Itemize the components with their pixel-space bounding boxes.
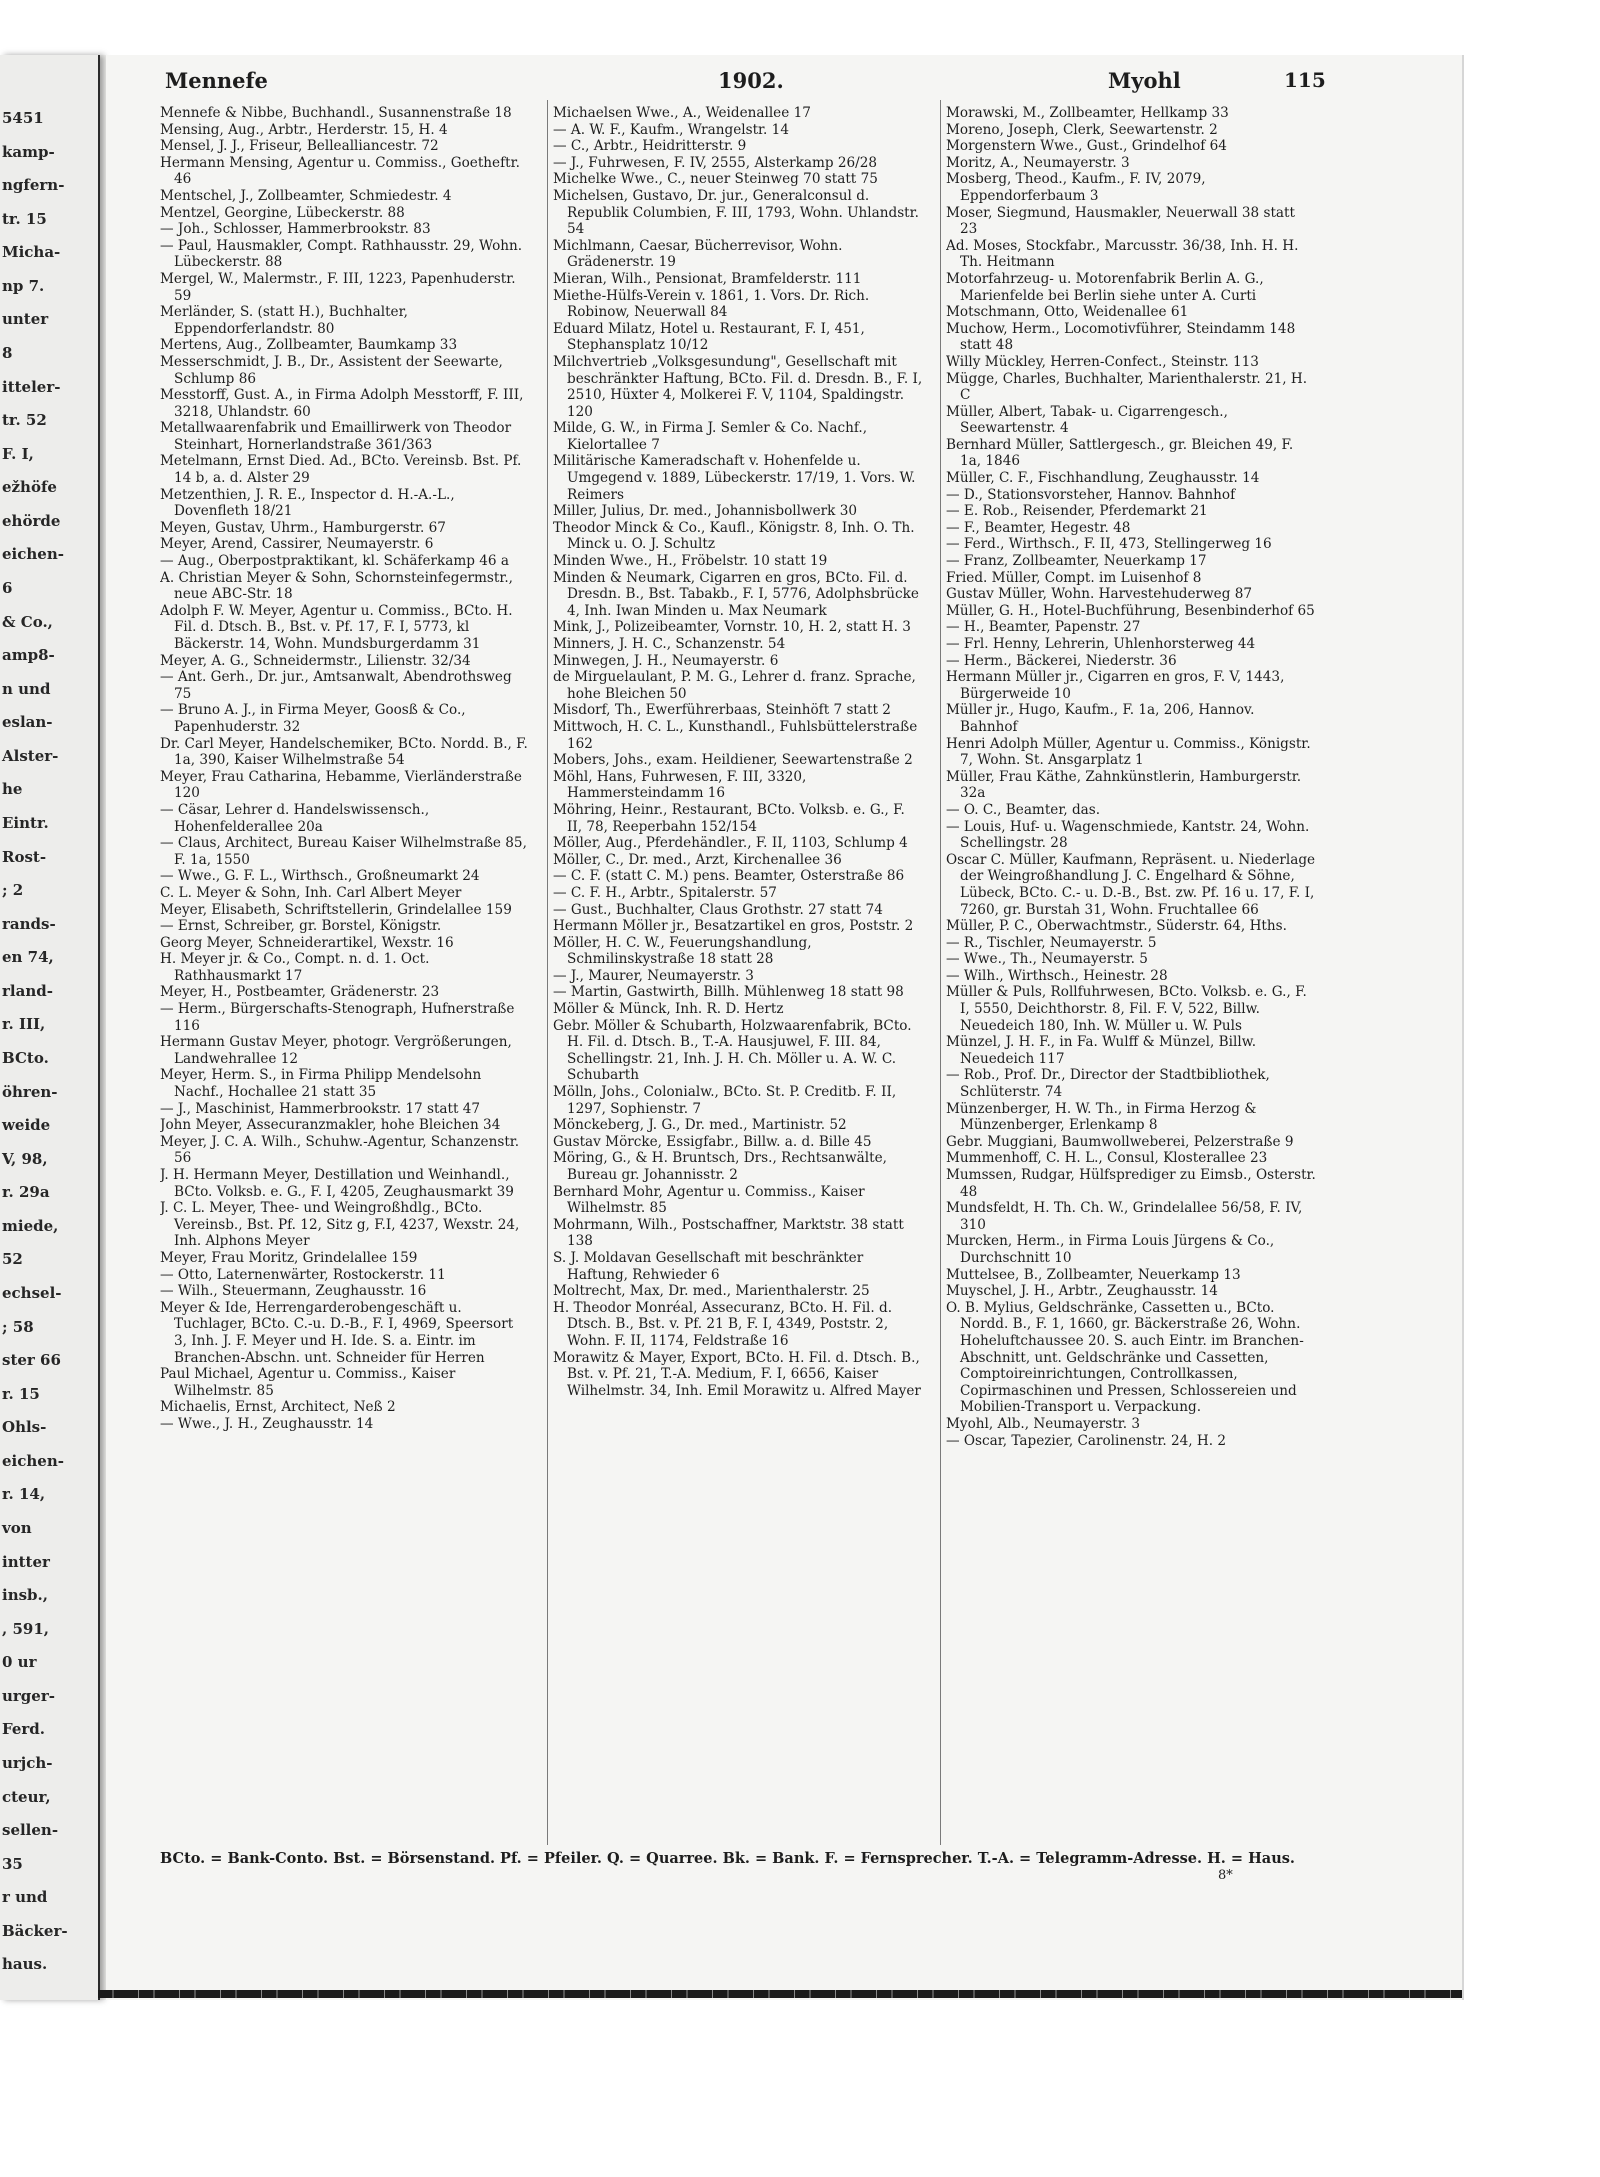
directory-entry: H. Meyer jr. & Co., Compt. n. d. 1. Oct. Rathhausmarkt 17	[160, 951, 430, 984]
directory-entry: — C., Arbtr., Heidritterstr. 9	[553, 138, 747, 155]
previous-page-fragment: eichen-	[2, 1451, 64, 1470]
directory-entry: Möller & Münck, Inh. R. D. Hertz	[553, 1001, 784, 1018]
directory-entry: — Cäsar, Lehrer d. Handelswissensch., Hohenfelderallee 20a	[160, 801, 430, 835]
directory-entry: Paul Michael, Agentur u. Commiss., Kaiser Wilhelmstr. 85	[160, 1366, 456, 1399]
directory-entry: Dr. Carl Meyer, Handelschemiker, BCto. Nordd. B., F. 1a, 390, Kaiser Wilhelmstraße 54	[160, 735, 528, 769]
running-head-left: Mennefe	[165, 68, 268, 93]
column-divider	[547, 100, 548, 1845]
directory-entry: Willy Mückley, Herren-Confect., Steinstr. 113	[946, 353, 1259, 370]
directory-entry: Mensing, Aug., Arbtr., Herderstr. 15, H. 4	[160, 121, 448, 138]
directory-entry: — Herm., Bürgerschafts-Stenograph, Hufnerstraße 116	[160, 1001, 515, 1034]
directory-entry: Militärische Kameradschaft v. Hohenfelde u. Umgegend v. 1889, Lübeckerstr. 17/19, 1. Vors. W. Reimers	[553, 453, 916, 503]
previous-page-fragment: miede,	[2, 1216, 59, 1235]
directory-entry: Morawski, M., Zollbeamter, Hellkamp 33	[946, 105, 1229, 121]
directory-entry: Muttelsee, B., Zollbeamter, Neuerkamp 13	[946, 1266, 1241, 1283]
previous-page-fragment: V, 98,	[2, 1149, 48, 1168]
previous-page-fragment: ; 2	[2, 881, 24, 900]
directory-entry: — E. Rob., Reisender, Pferdemarkt 21	[946, 503, 1208, 520]
directory-entry: — A. W. F., Kaufm., Wrangelstr. 14	[553, 121, 789, 138]
previous-page-fragment: BCto.	[2, 1049, 49, 1067]
directory-entry: Mumssen, Rudgar, Hülfsprediger zu Eimsb., Osterstr. 48	[946, 1167, 1316, 1200]
directory-entry: Henri Adolph Müller, Agentur u. Commiss., Königstr. 7, Wohn. St. Ansgarplatz 1	[946, 735, 1311, 769]
directory-entry: — Martin, Gastwirth, Billh. Mühlenweg 18 statt 98	[553, 984, 904, 1001]
previous-page-fragment: weide	[2, 1116, 51, 1135]
directory-entry: — J., Maschinist, Hammerbrookstr. 17 statt 47	[160, 1100, 481, 1117]
directory-entry: — Otto, Laternenwärter, Rostockerstr. 11	[160, 1266, 446, 1283]
directory-entry: — C. F. H., Arbtr., Spitalerstr. 57	[553, 884, 777, 901]
directory-entry: Georg Meyer, Schneiderartikel, Wexstr. 16	[160, 934, 454, 951]
scan-bottom-edge	[98, 1990, 1462, 1998]
directory-entry: Möller, H. C. W., Feuerungshandlung, Schmilinskystraße 18 statt 28	[553, 934, 812, 968]
directory-entry: Mummenhoff, C. H. L., Consul, Klosterallee 23	[946, 1150, 1268, 1167]
directory-entry: Mentschel, J., Zollbeamter, Schmiedestr. 4	[160, 187, 452, 204]
directory-entry: Meyer, Arend, Cassirer, Neumayerstr. 6	[160, 536, 434, 553]
previous-page-fragment: 8	[2, 344, 13, 362]
directory-entry: Müller, P. C., Oberwachtmstr., Süderstr. 64, Hths.	[946, 918, 1287, 935]
directory-entry: Theodor Minck & Co., Kaufl., Königstr. 8, Inh. O. Th. Minck u. O. J. Schultz	[553, 519, 915, 553]
previous-page-fragment: r. III,	[2, 1015, 46, 1034]
directory-entry: — Claus, Architect, Bureau Kaiser Wilhelmstraße 85, F. 1a, 1550	[160, 835, 527, 868]
previous-page-fragment: öhren-	[2, 1082, 58, 1101]
previous-page-fragment: he	[2, 780, 23, 799]
directory-entry: Möller, C., Dr. med., Arzt, Kirchenallee 36	[553, 851, 842, 868]
directory-entry: Mieran, Wilh., Pensionat, Bramfelderstr. 111	[553, 270, 862, 287]
directory-entry: Milde, G. W., in Firma J. Semler & Co. Nachf., Kielortallee 7	[553, 420, 868, 453]
directory-entry: Bernhard Mohr, Agentur u. Commiss., Kaiser Wilhelmstr. 85	[553, 1183, 865, 1217]
previous-page-fragment: n und	[2, 679, 51, 698]
directory-entry: — Wilh., Steuermann, Zeughausstr. 16	[160, 1283, 427, 1300]
directory-entry: Adolph F. W. Meyer, Agentur u. Commiss., BCto. H. Fil. d. Dtsch. B., Bst. v. Pf. 17, F. I, 5773, kl Bäckerstr. 14, Wohn. Mundsburgerdamm 31	[160, 602, 513, 652]
previous-page-fragment: intter	[2, 1552, 50, 1571]
directory-entry: Michelsen, Gustavo, Dr. jur., Generalconsul d. Republik Columbien, F. III, 1793, Wohn. Uhlandstr. 54	[553, 187, 919, 238]
previous-page-fragment: unter	[2, 310, 49, 329]
directory-entry: Hermann Gustav Meyer, photogr. Vergrößerungen, Landwehrallee 12	[160, 1034, 512, 1067]
directory-entry: Hermann Müller jr., Cigarren en gros, F. V, 1443, Bürgerweide 10	[946, 669, 1285, 702]
directory-column-3	[946, 105, 1316, 1805]
previous-page-fragment: amp8-	[2, 646, 55, 665]
directory-entry: A. Christian Meyer & Sohn, Schornsteinfegermstr., neue ABC-Str. 18	[160, 569, 514, 603]
previous-page-fragment: insb.,	[2, 1586, 48, 1605]
directory-entry: — Gust., Buchhalter, Claus Grothstr. 27 statt 74	[553, 901, 883, 918]
directory-entry: — Louis, Huf- u. Wagenschmiede, Kantstr. 24, Wohn. Schellingstr. 28	[946, 818, 1310, 852]
previous-page-fragment: r und	[2, 1888, 48, 1907]
directory-entry: Meyer, A. G., Schneidermstr., Lilienstr. 32/34	[160, 652, 471, 669]
directory-entry: Minden & Neumark, Cigarren en gros, BCto. Fil. d. Dresdn. B., Bst. Tabakb., F. I, 5776, Adolphsbrücke 4, Inh. Iwan Minden u. Max Neumark	[553, 569, 919, 619]
directory-entry: Fried. Müller, Compt. im Luisenhof 8	[946, 569, 1202, 586]
directory-entry: Metelmann, Ernst Died. Ad., BCto. Vereinsb. Bst. Pf. 14 b, a. d. Alster 29	[160, 453, 522, 487]
directory-column-2	[553, 105, 923, 1840]
previous-page-fragment: echsel-	[2, 1284, 62, 1302]
directory-entry: Oscar C. Müller, Kaufmann, Repräsent. u. Niederlage der Weingroßhandlung J. C. Engelhard & Söhne, Lübeck, BCto. C.- u. D.-B., Bst. zw. Pf. 16 u. 17, F. I, 7260, gr. Burstah 31, Wohn. Fruchtallee 66	[946, 851, 1316, 918]
directory-entry: Mennefe & Nibbe, Buchhandl., Susannenstraße 18	[160, 105, 512, 121]
directory-entry: Milchvertrieb „Volksgesundung", Gesellschaft mit beschränkter Haftung, BCto. Fil. d. Dresdn. B., F. I, 2510, Hüxter 4, Molkerei F. V, 1104, Spaldingstr. 120	[553, 353, 923, 420]
running-head-year: 1902.	[718, 68, 784, 93]
directory-entry: — Wwe., G. F. L., Wirthsch., Großneumarkt 24	[160, 868, 480, 885]
directory-entry: John Meyer, Assecuranzmakler, hohe Bleichen 34	[160, 1117, 501, 1134]
directory-entry: Münzenberger, H. W. Th., in Firma Herzog & Münzenberger, Erlenkamp 8	[946, 1100, 1257, 1134]
previous-page-fragment: en 74,	[2, 948, 54, 967]
directory-entry: Moreno, Joseph, Clerk, Seewartenstr. 2	[946, 121, 1218, 138]
previous-page-fragment: Rost-	[2, 847, 47, 866]
previous-page-fragment: rland-	[2, 981, 53, 1000]
previous-page-fragment: ežhöfe	[2, 478, 57, 497]
directory-entry: — Bruno A. J., in Firma Meyer, Goosß & Co., Papenhuderstr. 32	[160, 702, 466, 735]
directory-entry: — O. C., Beamter, das.	[946, 801, 1101, 818]
directory-entry: Mertens, Aug., Zollbeamter, Baumkamp 33	[160, 337, 458, 354]
directory-entry: — R., Tischler, Neumayerstr. 5	[946, 934, 1157, 951]
previous-page-fragment: tr. 15	[2, 209, 47, 228]
directory-entry: Müller & Puls, Rollfuhrwesen, BCto. Volksb. e. G., F. I, 5550, Deichthorstr. 8, Fil. F. V, 522, Billw. Neuedeich 180, Inh. W. Müller u. W. Puls	[946, 984, 1307, 1034]
previous-page-fragment: np 7.	[2, 276, 45, 295]
directory-entry: O. B. Mylius, Geldschränke, Cassetten u., BCto. Nordd. B., F. 1, 1660, gr. Bäckerstraße 26, Wohn. Hoheluftchaussee 20. S. auch Eintr. im Branchen-Abschnitt, unt. Geldschränke und Cassetten, Comptoireinrichtungen, Controllkassen, Copirmaschinen und Pressen, Schlossereien und Mobilien-Transport u. Verpackung.	[946, 1299, 1304, 1416]
directory-entry: Muyschel, J. H., Arbtr., Zeughausstr. 14	[946, 1283, 1218, 1300]
directory-entry: Minners, J. H. C., Schanzenstr. 54	[553, 636, 786, 652]
directory-entry: Mosberg, Theod., Kaufm., F. IV, 2079, Eppendorferbaum 3	[946, 171, 1206, 204]
directory-entry: Messtorff, Gust. A., in Firma Adolph Messtorff, F. III, 3218, Uhlandstr. 60	[160, 387, 524, 420]
previous-page-fragment: & Co.,	[2, 612, 53, 631]
directory-entry: Motschmann, Otto, Weidenallee 61	[946, 304, 1189, 321]
directory-entry: — J., Maurer, Neumayerstr. 3	[553, 967, 754, 984]
previous-page-fragment: ehörde	[2, 511, 61, 530]
directory-entry: Möhl, Hans, Fuhrwesen, F. III, 3320, Hammersteindamm 16	[553, 768, 807, 802]
previous-page-fragment: eslan-	[2, 713, 53, 732]
directory-entry: Murcken, Herm., in Firma Louis Jürgens & Co., Durchschnitt 10	[946, 1233, 1275, 1266]
directory-entry: Merländer, S. (statt H.), Buchhalter, Eppendorferlandstr. 80	[160, 304, 408, 337]
directory-entry: Miller, Julius, Dr. med., Johannisbollwerk 30	[553, 503, 858, 520]
directory-entry: Michaelsen Wwe., A., Weidenallee 17	[553, 105, 811, 121]
previous-page-fragment: von	[2, 1519, 32, 1537]
directory-entry: Motorfahrzeug- u. Motorenfabrik Berlin A. G., Marienfelde bei Berlin siehe unter A. Curti	[946, 270, 1264, 304]
directory-entry: Müller, G. H., Hotel-Buchführung, Besenbinderhof 65	[946, 602, 1315, 619]
directory-entry: Mensel, J. J., Friseur, Bellealliancestr. 72	[160, 138, 439, 155]
previous-page-fragment: Ohls-	[2, 1418, 47, 1437]
directory-entry: Muchow, Herm., Locomotivführer, Steindamm 148 statt 48	[946, 320, 1296, 354]
directory-entry: Hermann Möller jr., Besatzartikel en gros, Poststr. 2	[553, 918, 914, 935]
directory-entry: Morgenstern Wwe., Gust., Grindelhof 64	[946, 138, 1227, 155]
directory-entry: Metzenthien, J. R. E., Inspector d. H.-A.-L., Dovenfleth 18/21	[160, 486, 455, 520]
directory-entry: Meyer & Ide, Herrengarderobengeschäft u. Tuchlager, BCto. C.-u. D.-B., F. I, 4969, Speersort 3, Inh. J. F. Meyer und H. Ide. S. a. Eintr. im Branchen-Abschn. unt. Schneider für Herren	[160, 1299, 514, 1366]
previous-page-fragment: 52	[2, 1250, 23, 1269]
directory-entry: — Wwe., J. H., Zeughausstr. 14	[160, 1415, 374, 1432]
directory-entry: — Rob., Prof. Dr., Director der Stadtbibliothek, Schlüterstr. 74	[946, 1067, 1270, 1101]
column-divider	[940, 100, 941, 1845]
previous-page-fragment: 6	[2, 579, 13, 597]
directory-entry: — Herm., Bäckerei, Niederstr. 36	[946, 652, 1177, 669]
directory-entry: J. C. L. Meyer, Thee- und Weingroßhdlg., BCto. Vereinsb., Bst. Pf. 12, Sitz g, F.I, 4237, Wexstr. 24, Inh. Alphons Meyer	[160, 1200, 520, 1250]
previous-page-fragment: 35	[2, 1854, 23, 1873]
directory-entry: Mobers, Johs., exam. Heildiener, Seewartenstraße 2	[553, 752, 913, 769]
previous-page-fragment: ster 66	[2, 1351, 61, 1370]
directory-entry: Müller jr., Hugo, Kaufm., F. 1a, 206, Hannov. Bahnhof	[946, 702, 1255, 735]
previous-page-fragment: kamp-	[2, 142, 55, 161]
previous-page-fragment: urger-	[2, 1686, 55, 1705]
directory-entry: Mundsfeldt, H. Th. Ch. W., Grindelallee 56/58, F. IV, 310	[946, 1200, 1303, 1233]
previous-page-fragment: urjch-	[2, 1754, 53, 1772]
previous-page-fragment: cteur,	[2, 1787, 51, 1806]
directory-entry: Meyer, Frau Moritz, Grindelallee 159	[160, 1249, 418, 1266]
previous-page-fragment: r. 15	[2, 1384, 40, 1403]
abbreviation-legend: BCto. = Bank-Conto. Bst. = Börsenstand. Pf. = Pfeiler. Q. = Quarree. Bk. = Bank. F. = Fernsprecher. T.-A. = Telegramm-Adresse. H. = Haus.	[160, 1850, 1295, 1867]
directory-entry: Metallwaarenfabrik und Emaillirwerk von Theodor Steinhart, Hornerlandstraße 361/363	[160, 420, 512, 453]
directory-entry: Bernhard Müller, Sattlergesch., gr. Bleichen 49, F. 1a, 1846	[946, 436, 1294, 470]
directory-entry: Meyer, J. C. A. Wilh., Schuhw.-Agentur, Schanzenstr. 56	[160, 1133, 520, 1167]
directory-entry: — Oscar, Tapezier, Carolinenstr. 24, H. 2	[946, 1432, 1227, 1449]
directory-entry: Müller, C. F., Fischhandlung, Zeughausstr. 14	[946, 470, 1260, 487]
directory-entry: Ad. Moses, Stockfabr., Marcusstr. 36/38, Inh. H. H. Th. Heitmann	[946, 237, 1299, 271]
directory-entry: — Joh., Schlosser, Hammerbrookstr. 83	[160, 221, 431, 238]
previous-page-fragment: Alster-	[2, 746, 59, 765]
directory-entry: Misdorf, Th., Ewerführerbaas, Steinhöft 7 statt 2	[553, 702, 891, 719]
previous-page-fragment: r. 14,	[2, 1485, 46, 1504]
directory-entry: de Mirguelaulant, P. M. G., Lehrer d. franz. Sprache, hohe Bleichen 50	[553, 669, 916, 702]
directory-entry: Meyen, Gustav, Uhrm., Hamburgerstr. 67	[160, 519, 446, 536]
directory-entry: Mönckeberg, J. G., Dr. med., Martinistr. 52	[553, 1117, 847, 1134]
directory-entry: Mentzel, Georgine, Lübeckerstr. 88	[160, 204, 405, 221]
directory-entry: Mergel, W., Malermstr., F. III, 1223, Papenhuderstr. 59	[160, 270, 516, 304]
previous-page-fragment: , 591,	[2, 1619, 49, 1638]
directory-entry: Mohrmann, Wilh., Postschaffner, Marktstr. 38 statt 138	[553, 1216, 904, 1250]
directory-entry: Mügge, Charles, Buchhalter, Marienthalerstr. 21, H. C	[946, 370, 1308, 404]
directory-entry: J. H. Hermann Meyer, Destillation und Weinhandl., BCto. Volksb. e. G., F. I, 4205, Zeughausmarkt 39	[160, 1167, 514, 1200]
previous-page-fragment: eichen-	[2, 545, 64, 564]
directory-entry: Michlmann, Caesar, Bücherrevisor, Wohn. Grädenerstr. 19	[553, 237, 843, 271]
directory-entry: — Aug., Oberpostpraktikant, kl. Schäferkamp 46 a	[160, 553, 509, 570]
directory-entry: Gebr. Möller & Schubarth, Holzwaarenfabrik, BCto. H. Fil. d. Dtsch. B., T.-A. Hausjuwel, F. III. 84, Schellingstr. 21, Inh. J. H. Ch. Möller u. A. W. C. Schubarth	[553, 1017, 912, 1084]
directory-entry: Möller, Aug., Pferdehändler., F. II, 1103, Schlump 4	[553, 835, 908, 852]
signature-mark: 8*	[1218, 1868, 1233, 1883]
directory-entry: Meyer, Herm. S., in Firma Philipp Mendelsohn Nachf., Hochallee 21 statt 35	[160, 1067, 482, 1101]
previous-page-fragment: Ferd.	[2, 1720, 45, 1739]
directory-entry: — D., Stationsvorsteher, Hannov. Bahnhof	[946, 486, 1236, 503]
directory-entry: Moltrecht, Max, Dr. med., Marienthalerstr. 25	[553, 1283, 870, 1300]
previous-page-fragment: 5451	[2, 109, 44, 127]
directory-entry: Hermann Mensing, Agentur u. Commiss., Goetheftr. 46	[160, 154, 520, 188]
directory-entry: — F., Beamter, Hegestr. 48	[946, 519, 1131, 536]
previous-page-fragment: Micha-	[2, 243, 61, 262]
directory-entry: — Ant. Gerh., Dr. jur., Amtsanwalt, Abendrothsweg 75	[160, 669, 512, 702]
previous-page-fragment: rands-	[2, 914, 56, 933]
directory-entry: Meyer, Elisabeth, Schriftstellerin, Grindelallee 159	[160, 901, 512, 918]
directory-entry: Mölln, Johs., Colonialw., BCto. St. P. Creditb. F. II, 1297, Sophienstr. 7	[553, 1084, 897, 1117]
previous-page-strip	[0, 55, 100, 2000]
directory-entry: Moser, Siegmund, Hausmakler, Neuerwall 38 statt 23	[946, 204, 1295, 238]
directory-entry: Michelke Wwe., C., neuer Steinweg 70 statt 75	[553, 171, 878, 188]
directory-entry: Mittwoch, H. C. L., Kunsthandl., Fuhlsbüttelerstraße 162	[553, 718, 918, 752]
directory-entry: Möhring, Heinr., Restaurant, BCto. Volksb. e. G., F. II, 78, Reeperbahn 152/154	[553, 801, 905, 835]
previous-page-fragment: itteler-	[2, 377, 61, 396]
directory-entry: Müller, Albert, Tabak- u. Cigarrengesch., Seewartenstr. 4	[946, 403, 1228, 437]
previous-page-fragment: F. I,	[2, 444, 34, 463]
directory-entry: — J., Fuhrwesen, F. IV, 2555, Alsterkamp 26/28	[553, 154, 878, 171]
directory-entry: — Ernst, Schreiber, gr. Borstel, Königstr.	[160, 918, 442, 935]
directory-entry: Minwegen, J. H., Neumayerstr. 6	[553, 652, 779, 669]
directory-entry: Minden Wwe., H., Fröbelstr. 10 statt 19	[553, 553, 828, 570]
previous-page-fragment: r. 29a	[2, 1183, 50, 1202]
directory-entry: — Paul, Hausmakler, Compt. Rathhausstr. 29, Wohn. Lübeckerstr. 88	[160, 237, 523, 271]
directory-entry: — Ferd., Wirthsch., F. II, 473, Stellingerweg 16	[946, 536, 1272, 553]
previous-page-fragment: tr. 52	[2, 411, 47, 430]
directory-entry: — Frl. Henny, Lehrerin, Uhlenhorsterweg 44	[946, 636, 1256, 652]
directory-entry: Eduard Milatz, Hotel u. Restaurant, F. I, 451, Stephansplatz 10/12	[553, 320, 865, 354]
directory-entry: Gebr. Muggiani, Baumwollweberei, Pelzerstraße 9	[946, 1133, 1294, 1150]
directory-entry: — Wwe., Th., Neumayerstr. 5	[946, 951, 1148, 968]
directory-entry: Münzel, J. H. F., in Fa. Wulff & Münzel, Billw. Neuedeich 117	[946, 1034, 1257, 1067]
directory-entry: Moritz, A., Neumayerstr. 3	[946, 154, 1130, 171]
directory-column-1	[160, 105, 530, 1840]
directory-entry: Miethe-Hülfs-Verein v. 1861, 1. Vors. Dr. Rich. Robinow, Neuerwall 84	[553, 287, 870, 321]
directory-entry: — Wilh., Wirthsch., Heinestr. 28	[946, 967, 1168, 984]
directory-entry: Morawitz & Mayer, Export, BCto. H. Fil. d. Dtsch. B., Bst. v. Pf. 21, T.-A. Medium, F. I, 6656, Kaiser Wilhelmstr. 34, Inh. Emil Morawitz u. Alfred Mayer	[553, 1349, 921, 1399]
directory-entry: Michaelis, Ernst, Architect, Neß 2	[160, 1399, 396, 1416]
directory-entry: Müller, Frau Käthe, Zahnkünstlerin, Hamburgerstr. 32a	[946, 768, 1302, 802]
directory-entry: Meyer, Frau Catharina, Hebamme, Vierländerstraße 120	[160, 768, 522, 802]
directory-entry: S. J. Moldavan Gesellschaft mit beschränkter Haftung, Rehwieder 6	[553, 1249, 864, 1283]
directory-entry: Myohl, Alb., Neumayerstr. 3	[946, 1415, 1141, 1432]
previous-page-fragment: Eintr.	[2, 814, 49, 832]
directory-entry: Mink, J., Polizeibeamter, Vornstr. 10, H. 2, statt H. 3	[553, 619, 911, 636]
previous-page-fragment: sellen-	[2, 1821, 59, 1840]
directory-entry: — H., Beamter, Papenstr. 27	[946, 619, 1141, 636]
directory-entry: Messerschmidt, J. B., Dr., Assistent der Seewarte, Schlump 86	[160, 353, 503, 387]
directory-entry: — Franz, Zollbeamter, Neuerkamp 17	[946, 553, 1207, 570]
directory-entry: H. Theodor Monréal, Assecuranz, BCto. H. Fil. d. Dtsch. B., Bst. v. Pf. 21 B, F. I, 4349, Poststr. 2, Wohn. F. II, 1174, Feldstraße 16	[553, 1299, 893, 1349]
running-head-right: Myohl	[1108, 68, 1181, 93]
directory-entry: Gustav Müller, Wohn. Harvestehuderweg 87	[946, 586, 1253, 603]
page-edge	[1462, 55, 1464, 2000]
directory-entry: Möring, G., & H. Bruntsch, Drs., Rechtsanwälte, Bureau gr. Johannisstr. 2	[553, 1150, 887, 1183]
directory-entry: — C. F. (statt C. M.) pens. Beamter, Osterstraße 86	[553, 868, 905, 885]
previous-page-fragment: ngfern-	[2, 176, 65, 195]
page-number: 115	[1284, 68, 1326, 92]
directory-entry: Gustav Mörcke, Essigfabr., Billw. a. d. Bille 45	[553, 1133, 872, 1150]
directory-entry: C. L. Meyer & Sohn, Inh. Carl Albert Meyer	[160, 884, 462, 901]
previous-page-fragment: 0 ur	[2, 1653, 37, 1672]
directory-entry: Meyer, H., Postbeamter, Grädenerstr. 23	[160, 984, 440, 1001]
previous-page-fragment: Bäcker-	[2, 1921, 68, 1940]
previous-page-fragment: ; 58	[2, 1317, 34, 1336]
previous-page-fragment: haus.	[2, 1955, 48, 1974]
